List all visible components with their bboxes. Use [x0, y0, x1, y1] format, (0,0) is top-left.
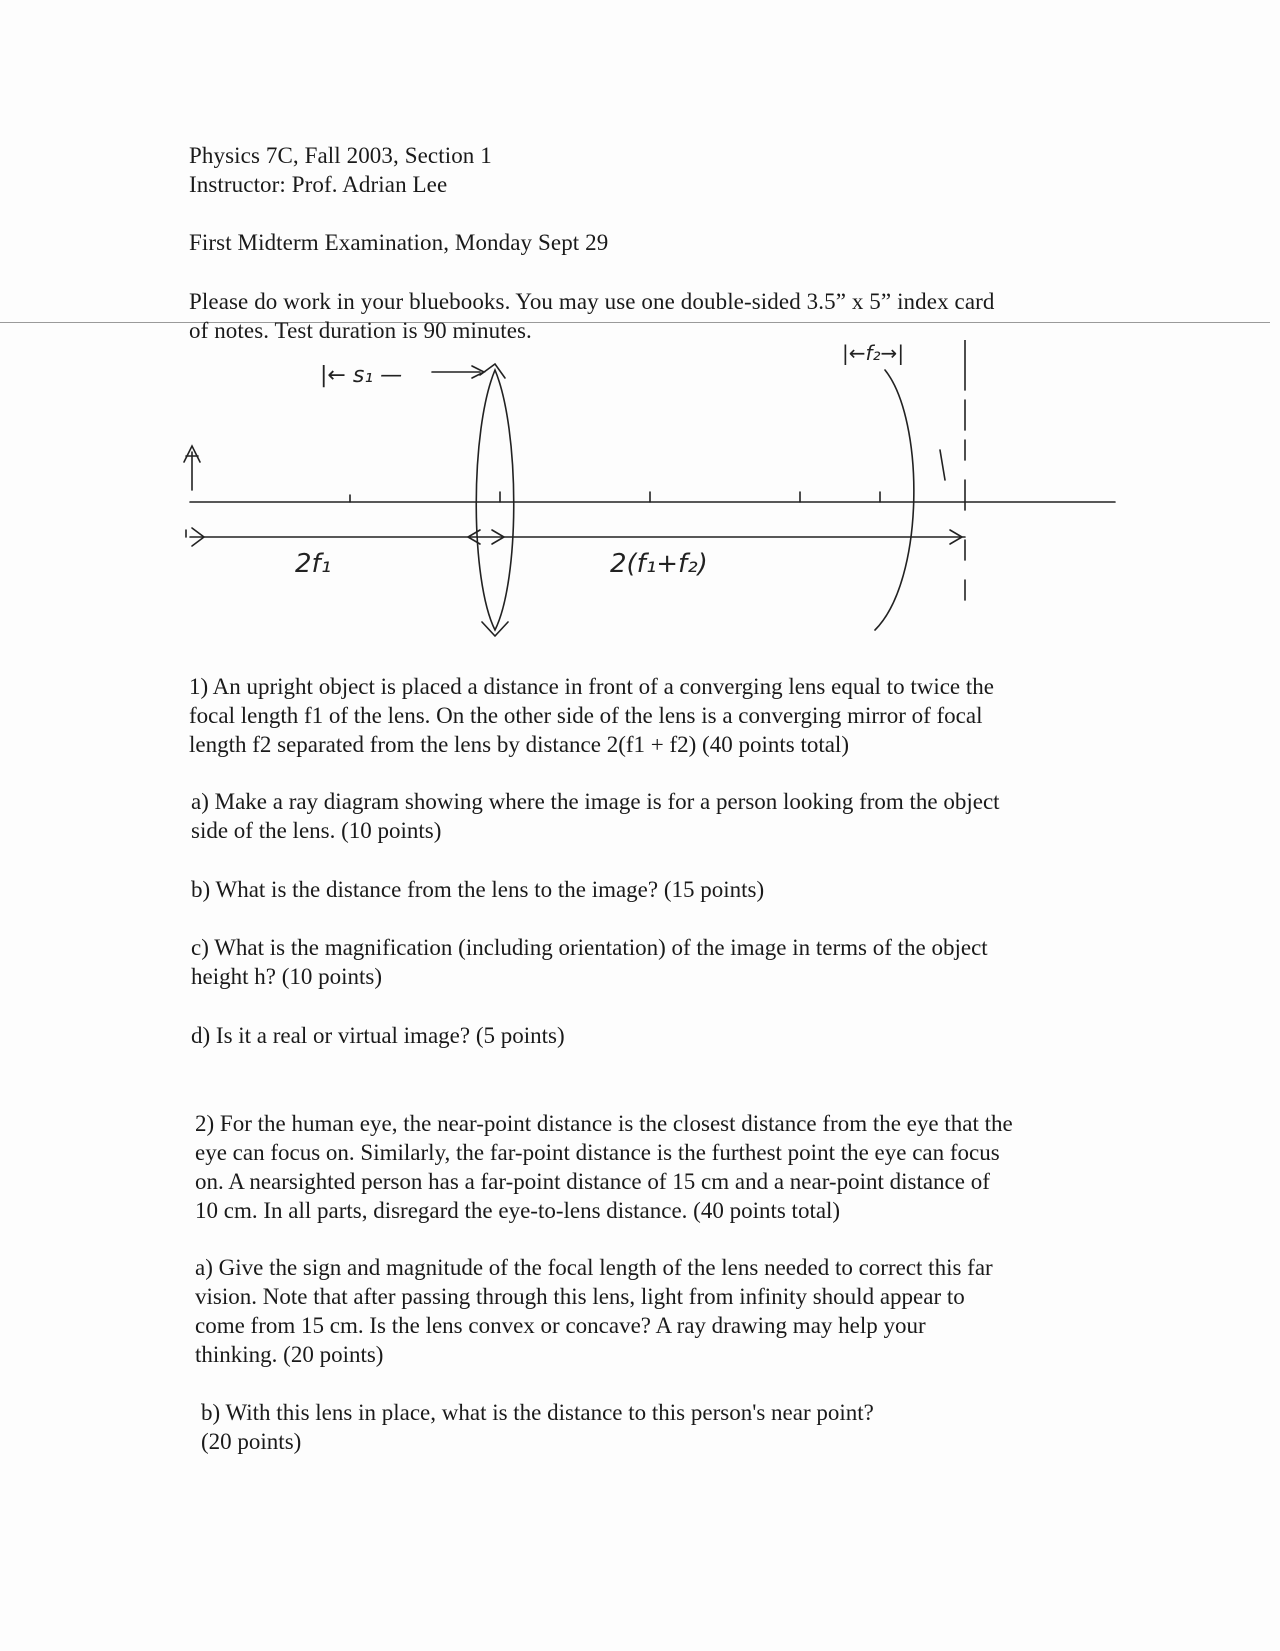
course-line: Physics 7C, Fall 2003, Section 1: [189, 143, 492, 168]
question-2-prompt: 2) For the human eye, the near-point distance is the closest distance from the eye that the eye can focus on. Similarly, the far-point distance is the furthest point the eye can focus on. A nearsighted person has a far-point distance of 15 cm and a near-point distance of 10 cm. In all parts, disregard the eye-to-lens distance. (40 points total): [195, 1111, 1013, 1223]
question-2b: b) With this lens in place, what is the distance to this person's near point? (20 points): [201, 1400, 874, 1454]
question-2a: a) Give the sign and magnitude of the focal length of the lens needed to correct this far vision. Note that after passing through this lens, light from infinity should appear to come from 15 cm. Is the lens convex or concave? A ray drawing may help your thinking. (20 points): [195, 1255, 993, 1367]
exam-title: First Midterm Examination, Monday Sept 29: [189, 230, 609, 255]
instructor-line: Instructor: Prof. Adrian Lee: [189, 172, 448, 197]
question-1-prompt: 1) An upright object is placed a distance in front of a converging lens equal to twice the focal length f1 of the lens. On the other side of the lens is a converging mirror of focal length f2 separated from the lens by distance 2(f1 + f2) (40 points total): [189, 674, 994, 757]
label-2f1: 2f₁: [295, 549, 332, 579]
instructions-line-2: of notes. Test duration is 90 minutes.: [189, 318, 532, 343]
lens-mirror-diagram: [180, 340, 1120, 640]
f2-label: |←f₂→|: [842, 341, 905, 365]
question-1d: d) Is it a real or virtual image? (5 points): [191, 1023, 565, 1048]
question-1b: b) What is the distance from the lens to the image? (15 points): [191, 877, 765, 902]
converging-lens: [476, 370, 514, 630]
converging-mirror: [875, 370, 914, 630]
s1-label: |← s₁ —: [320, 363, 403, 388]
label-2f1-f2: 2(f₁+f₂): [610, 549, 708, 579]
question-1a: a) Make a ray diagram showing where the image is for a person looking from the object side of the lens. (10 points): [191, 789, 1000, 843]
question-1c: c) What is the magnification (including orientation) of the image in terms of the object height h? (10 points): [191, 935, 988, 989]
instructions-line-1: Please do work in your bluebooks. You may use one double-sided 3.5” x 5” index card: [189, 289, 995, 314]
